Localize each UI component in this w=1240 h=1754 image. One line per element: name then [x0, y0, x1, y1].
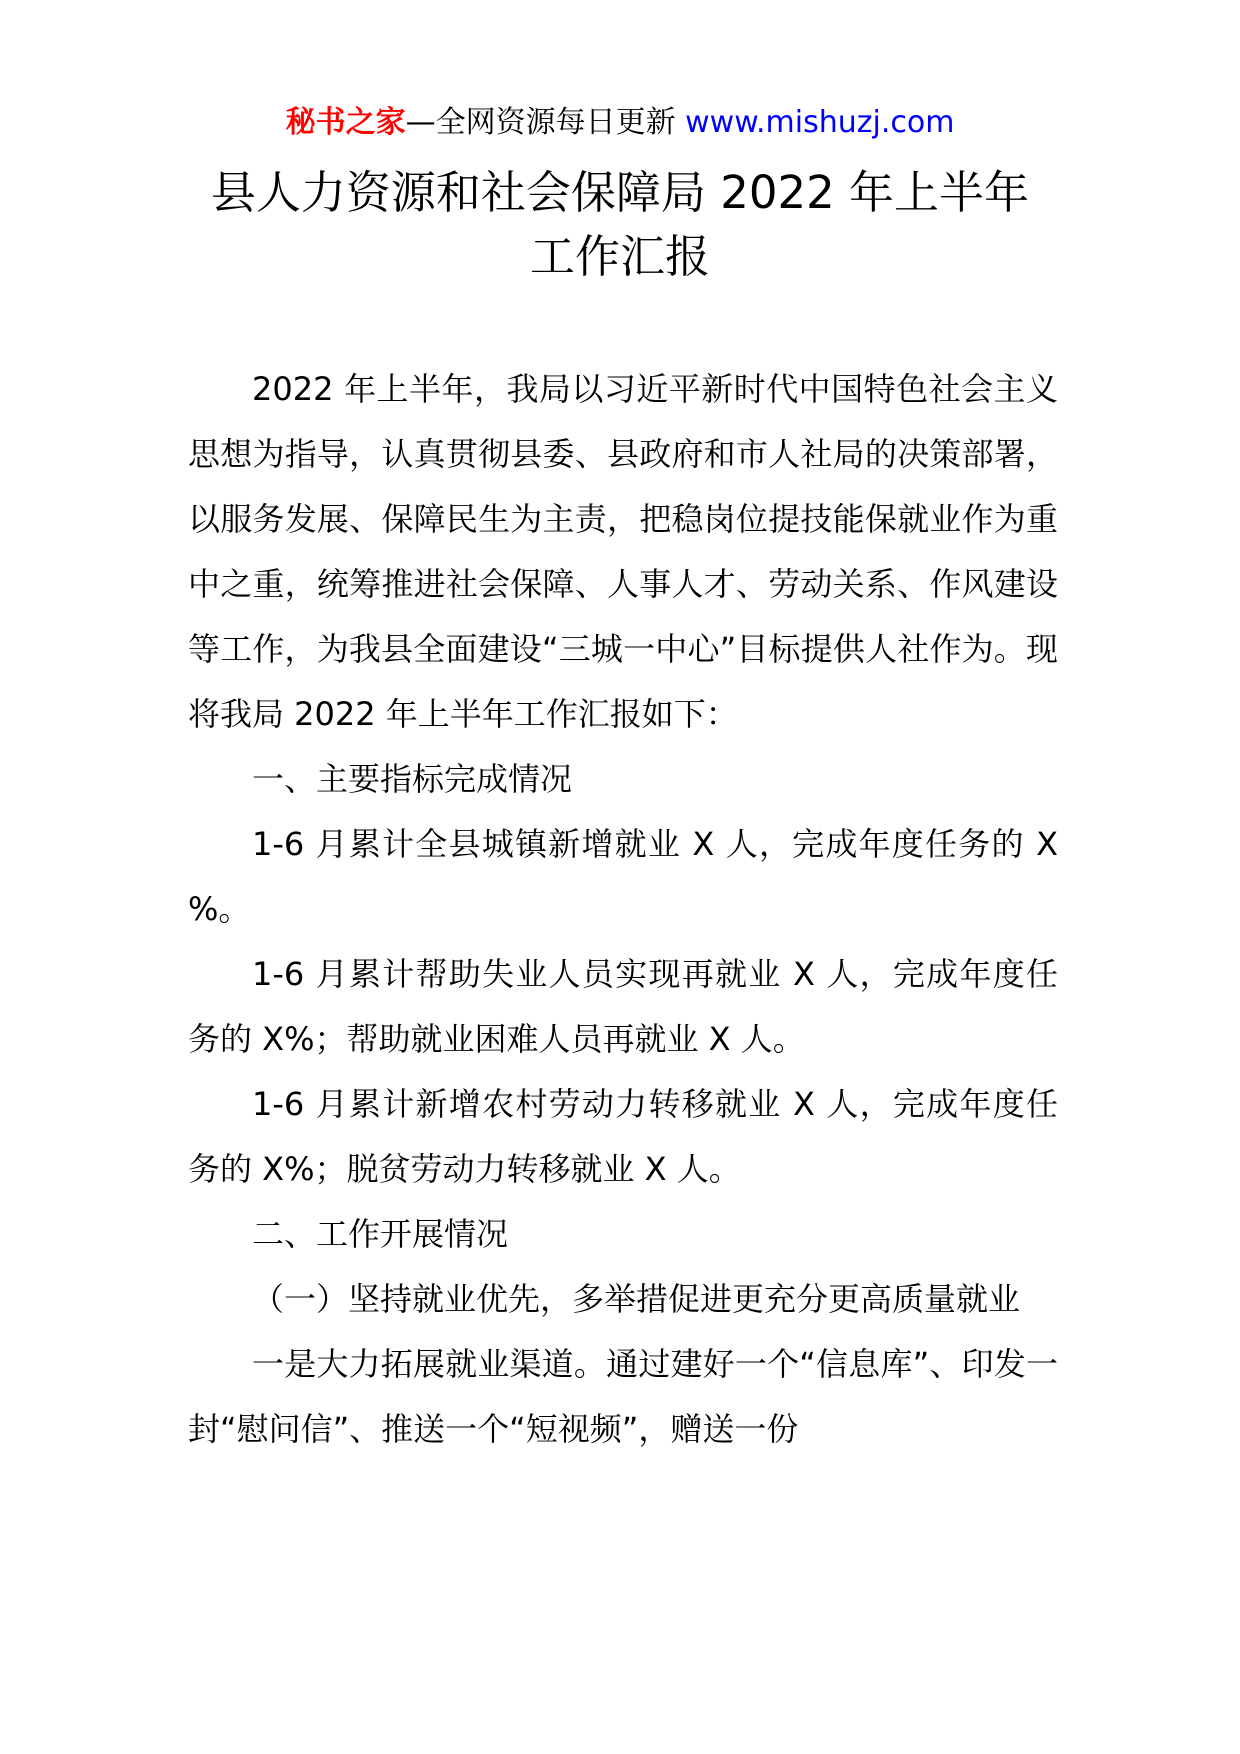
indicator-paragraph-1: 1-6 月累计全县城镇新增就业 X 人，完成年度任务的 X %。 [188, 825, 1058, 928]
document-body [188, 357, 1058, 1462]
indicator-paragraph-3: 1-6 月累计新增农村劳动力转移就业 X 人，完成年度任务的 X%；脱贫劳动力转移就业 X 人。 [188, 1085, 1058, 1188]
section-heading-1: 一、主要指标完成情况 [252, 760, 573, 798]
subsection-heading-1: （一）坚持就业优先，多举措促进更充分更高质量就业 [252, 1280, 1021, 1318]
intro-paragraph: 2022 年上半年，我局以习近平新时代中国特色社会主义思想为指导，认真贯彻县委、县政府和市人社局的决策部署，以服务发展、保障民生为主责，把稳岗位提技能保就业作为重中之重，统筹推进社会保障、人事人才、劳动关系、作风建设等工作，为我县全面建设“三城一中心”目标提供人社作为。现将我局 2022 年上半年工作汇报如下： [188, 370, 1058, 733]
header-tagline: —全网资源每日更新 [405, 105, 676, 140]
section-heading-2: 二、工作开展情况 [252, 1215, 509, 1253]
indicator-paragraph-2: 1-6 月累计帮助失业人员实现再就业 X 人，完成年度任务的 X%；帮助就业困难人员再就业 X 人。 [188, 955, 1058, 1058]
site-url-link[interactable]: www.mishuzj.com [685, 105, 955, 140]
work-paragraph-1: 一是大力拓展就业渠道。通过建好一个“信息库”、印发一封“慰问信”、推送一个“短视频”，赠送一份 [188, 1345, 1058, 1448]
document-title-line-2: 工作汇报 [529, 230, 710, 283]
brand-name: 秘书之家 [285, 105, 406, 140]
site-header [0, 103, 1240, 143]
document-title-line-1: 县人力资源和社会保障局 2022 年上半年 [210, 166, 1030, 219]
